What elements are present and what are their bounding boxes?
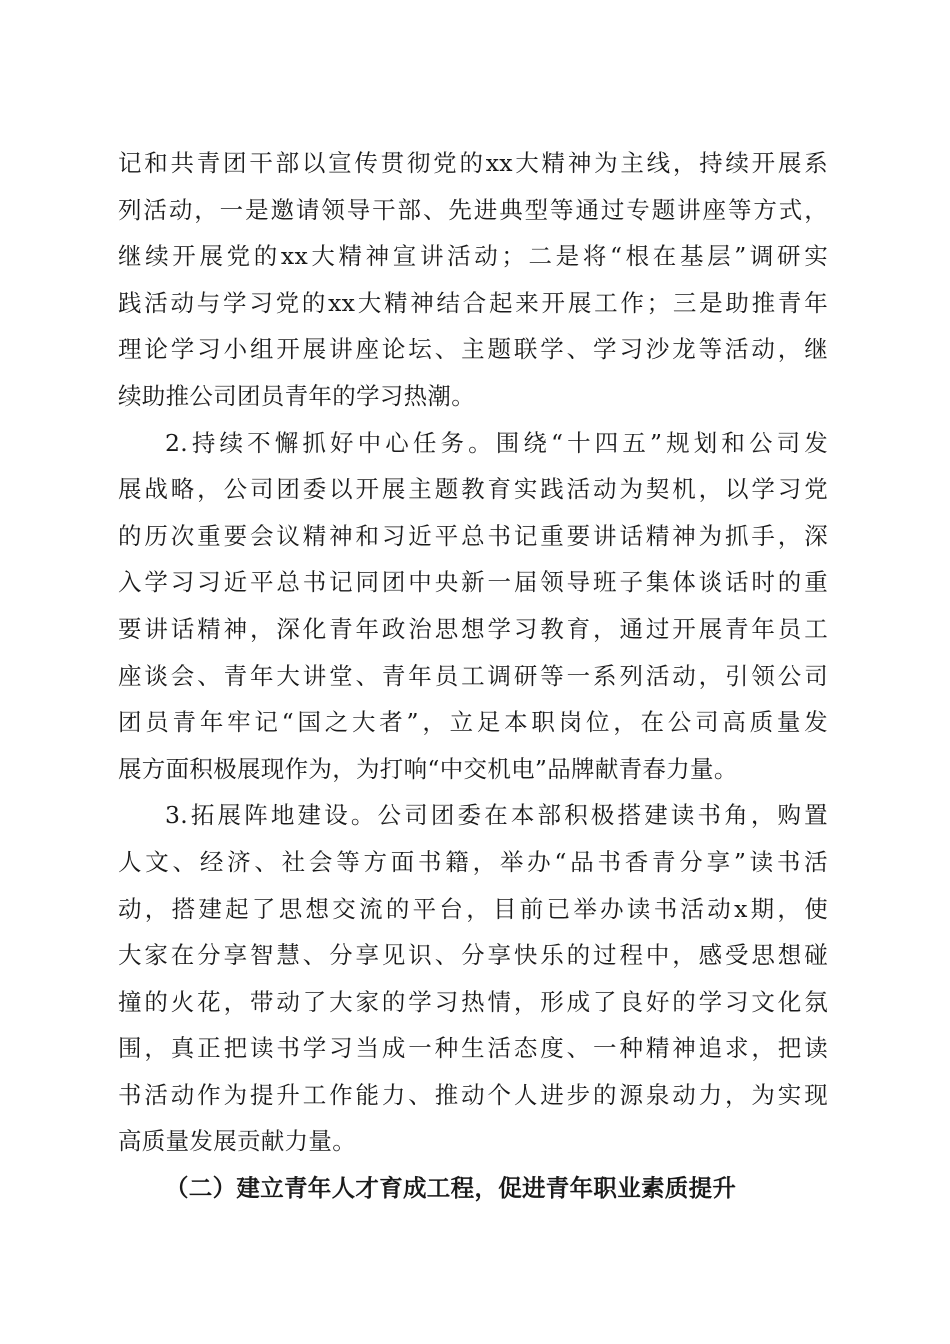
text-line: 2.持续不懈抓好中心任务。围绕“十四五”规划和公司发 (165, 428, 828, 457)
text-line: 3.拓展阵地建设。公司团委在本部积极搭建读书角，购置 (165, 801, 828, 830)
text-line: 人文、经济、社会等方面书籍，举办“品书香青分享”读书活 (118, 847, 828, 876)
text-line: 续助推公司团员青年的学习热潮。 (118, 381, 475, 410)
text-line: 践活动与学习党的xx大精神结合起来开展工作；三是助推青年 (118, 288, 828, 317)
text-line: 记和共青团干部以宣传贯彻党的xx大精神为主线，持续开展系 (118, 149, 828, 177)
paragraph-2 (118, 420, 828, 793)
paragraph-3 (118, 792, 828, 1165)
text-line: 列活动，一是邀请领导干部、先进典型等通过专题讲座等方式， (118, 195, 828, 224)
text-line: 要讲话精神，深化青年政治思想学习教育，通过开展青年员工 (118, 614, 828, 643)
text-line: 入学习习近平总书记同团中央新一届领导班子集体谈话时的重 (118, 568, 828, 597)
text-line: 理论学习小组开展讲座论坛、主题联学、学习沙龙等活动，继 (118, 335, 828, 364)
text-line: 围，真正把读书学习当成一种生活态度、一种精神追求，把读 (118, 1034, 828, 1063)
text-line: 继续开展党的xx大精神宣讲活动；二是将“根在基层”调研实 (118, 242, 828, 271)
text-line: 大家在分享智慧、分享见识、分享快乐的过程中，感受思想碰 (118, 941, 828, 970)
text-line: 团员青年牢记“国之大者”，立足本职岗位，在公司高质量发 (118, 708, 828, 737)
text-line: 动，搭建起了思想交流的平台，目前已举办读书活动x期，使 (118, 894, 828, 923)
section-heading: （二）建立青年人才育成工程，促进青年职业素质提升 (165, 1174, 737, 1203)
text-line: 书活动作为提升工作能力、推动个人进步的源泉动力，为实现 (118, 1080, 828, 1109)
document-page (118, 140, 828, 1212)
text-line: 展方面积极展现作为，为打响“中交机电”品牌献青春力量。 (118, 754, 738, 783)
text-line: 的历次重要会议精神和习近平总书记重要讲话精神为抓手，深 (118, 521, 828, 550)
text-line: 展战略，公司团委以开展主题教育实践活动为契机，以学习党 (118, 475, 828, 504)
paragraph-1 (118, 140, 828, 420)
text-line: 座谈会、青年大讲堂、青年员工调研等一系列活动，引领公司 (118, 661, 828, 690)
text-line: 高质量发展贡献力量。 (118, 1127, 356, 1156)
text-line: 撞的火花，带动了大家的学习热情，形成了良好的学习文化氛 (118, 987, 828, 1016)
